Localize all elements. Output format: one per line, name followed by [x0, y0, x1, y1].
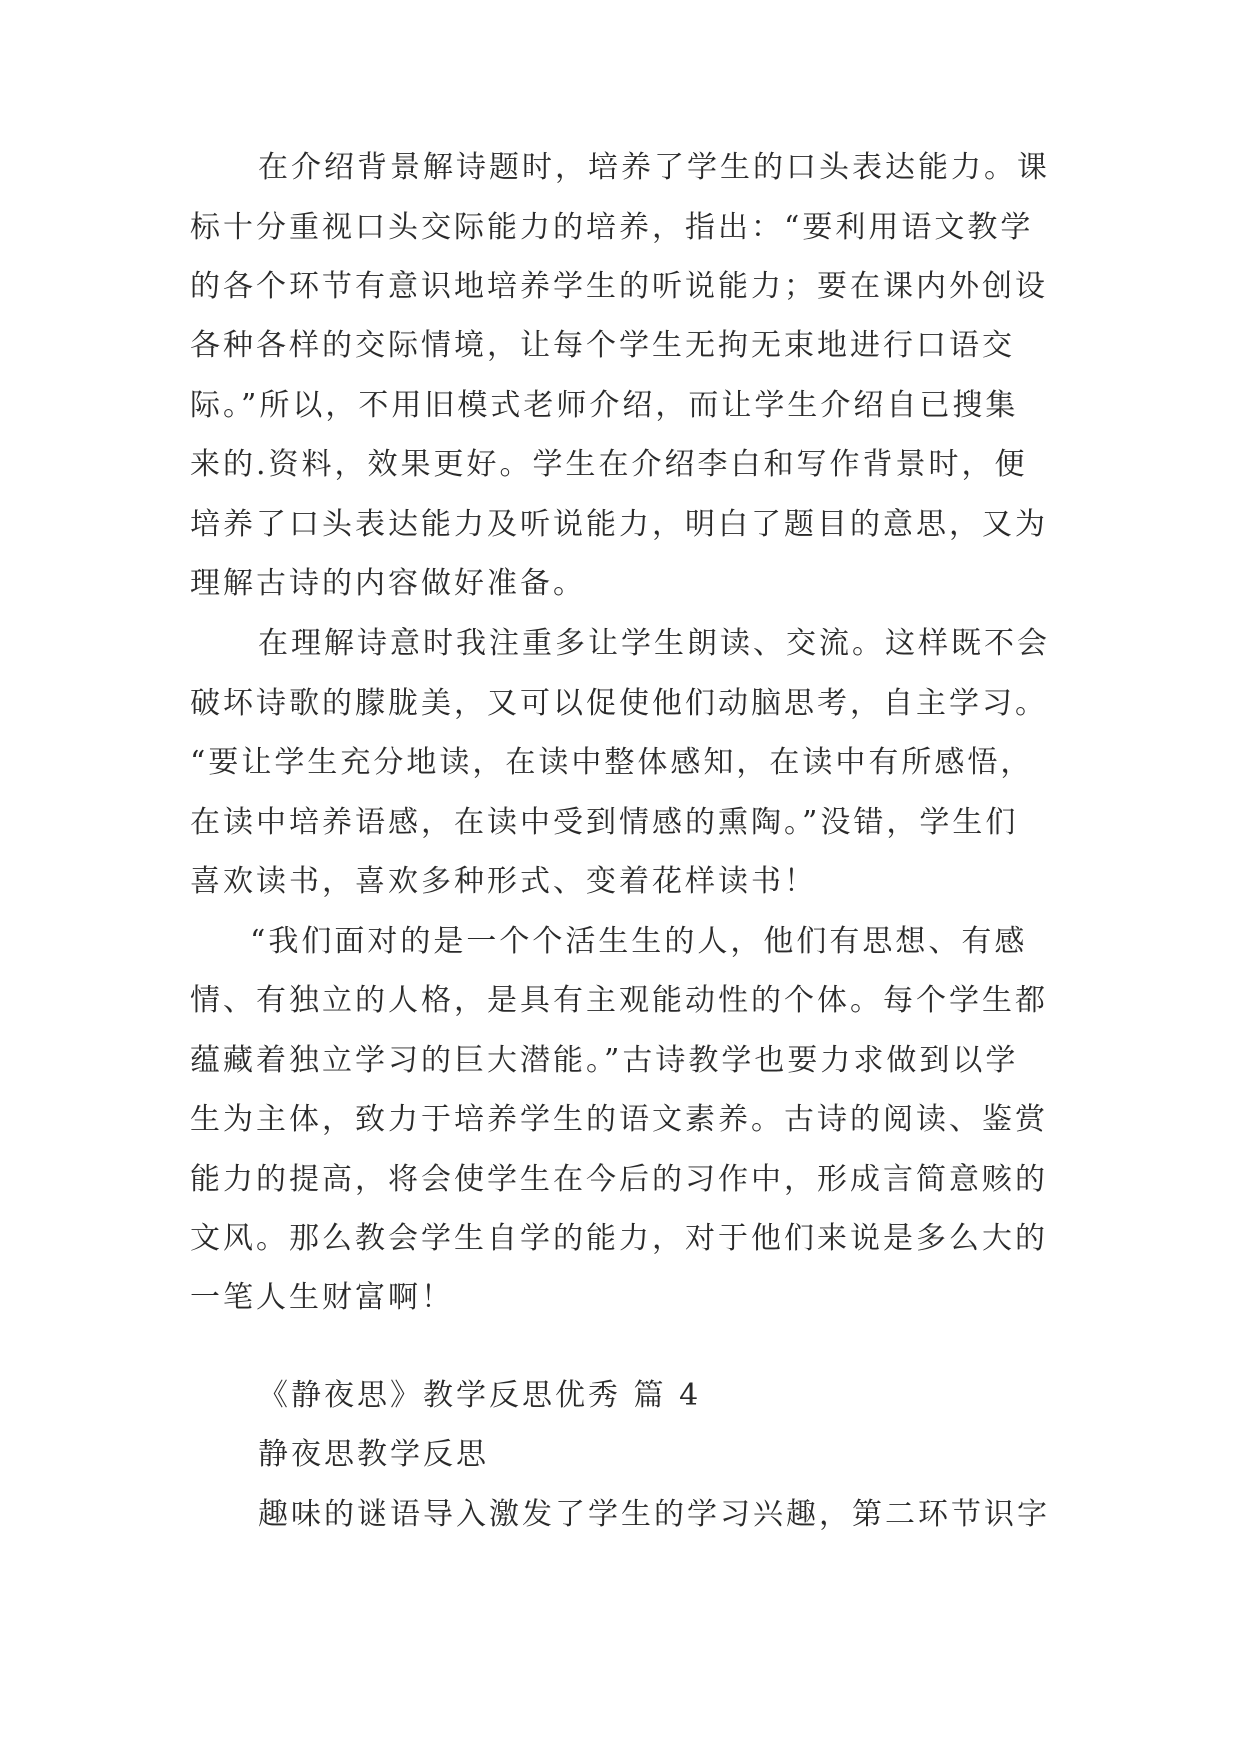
paragraph-2-line-4: 在读中培养语感，在读中受到情感的熏陶。”没错，学生们 [190, 805, 1019, 840]
paragraph-1-line-2: 标十分重视口头交际能力的培养，指出：“要利用语文教学 [190, 210, 1034, 245]
paragraph-1-line-5: 际。”所以，不用旧模式老师介绍，而让学生介绍自已搜集 [190, 388, 1019, 423]
paragraph-1-line-3: 的各个环节有意识地培养学生的听说能力；要在课内外创设 [190, 269, 1048, 304]
paragraph-3-line-5: 能力的提高，将会使学生在今后的习作中，形成言简意赅的 [190, 1162, 1048, 1197]
paragraph-1-line-6: 来的.资料，效果更好。学生在介绍李白和写作背景时，便 [190, 447, 1028, 482]
paragraph-2-line-2: 破坏诗歌的朦胧美，又可以促使他们动脑思考，自主学习。 [190, 686, 1048, 721]
paragraph-1-line-7: 培养了口头表达能力及听说能力，明白了题目的意思，又为 [190, 507, 1048, 542]
paragraph-3-line-2: 情、有独立的人格，是具有主观能动性的个体。每个学生都 [190, 983, 1048, 1018]
paragraph-3-line-7: 一笔人生财富啊！ [190, 1280, 454, 1315]
paragraph-4-line-1: 趣味的谜语导入激发了学生的学习兴趣，第二环节识字 [258, 1497, 1050, 1532]
paragraph-2-line-3: “要让学生充分地读，在读中整体感知，在读中有所感悟， [190, 745, 1034, 780]
paragraph-1-line-1: 在介绍背景解诗题时，培养了学生的口头表达能力。课 [258, 150, 1050, 185]
paragraph-3-line-4: 生为主体，致力于培养学生的语文素养。古诗的阅读、鉴赏 [190, 1102, 1048, 1137]
paragraph-3-line-1: “我们面对的是一个个活生生的人，他们有思想、有感 [250, 924, 1028, 959]
section-heading: 《静夜思》教学反思优秀 篇 4 [258, 1378, 702, 1413]
paragraph-3-line-3: 蕴藏着独立学习的巨大潜能。”古诗教学也要力求做到以学 [190, 1043, 1019, 1078]
paragraph-2-line-5: 喜欢读书，喜欢多种形式、变着花样读书！ [190, 864, 817, 899]
subheading: 静夜思教学反思 [258, 1437, 489, 1472]
paragraph-1-line-8: 理解古诗的内容做好准备。 [190, 566, 586, 601]
paragraph-2-line-1: 在理解诗意时我注重多让学生朗读、交流。这样既不会 [258, 626, 1050, 661]
paragraph-3-line-6: 文风。那么教会学生自学的能力，对于他们来说是多么大的 [190, 1221, 1048, 1256]
paragraph-1-line-4: 各种各样的交际情境，让每个学生无拘无束地进行口语交 [190, 328, 1015, 363]
